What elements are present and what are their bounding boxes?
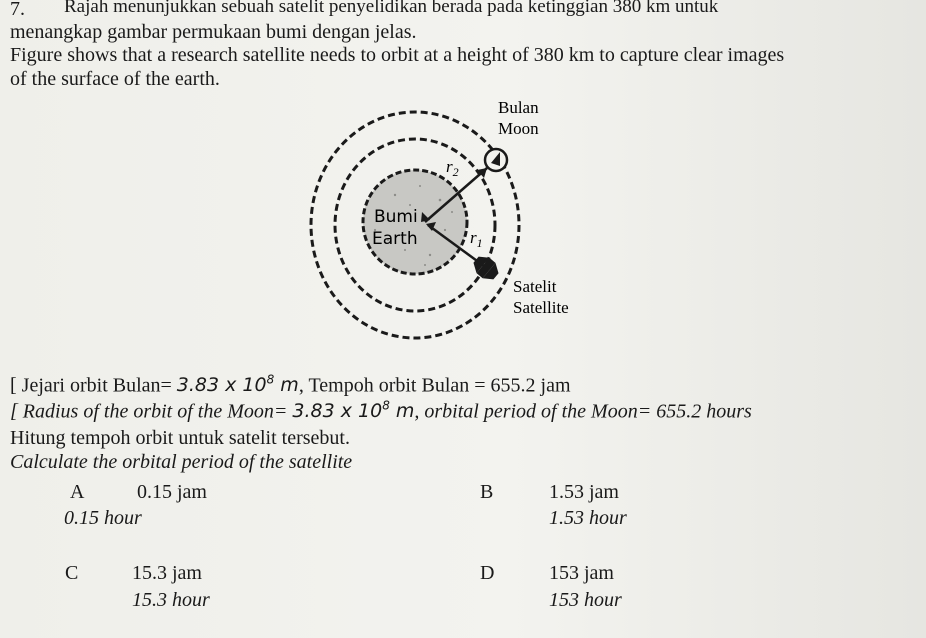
option-b-english[interactable]: 1.53 hour [549, 507, 627, 529]
option-c-malay[interactable]: 15.3 jam [132, 562, 202, 584]
r2-label: $r_2$ [446, 157, 459, 179]
moon-label-english: Moon [498, 119, 539, 138]
intro-english-line1: Figure shows that a research satellite needs to orbit at a height of 380 km to capture clear images [10, 44, 785, 66]
r1-label: $r_1$ [470, 228, 483, 250]
prompt-english: Calculate the orbital period of the satellite [10, 451, 353, 473]
question-number: 7. [10, 0, 25, 20]
option-c-letter[interactable]: C [65, 562, 79, 584]
given-malay: [ Jejari orbit Bulan= 3.83 x $10^8$ m, Tempoh orbit Bulan = 655.2 jam [10, 373, 571, 397]
prompt-malay: Hitung tempoh orbit untuk satelit tersebut. [10, 427, 350, 449]
satellite-icon [470, 252, 503, 284]
option-c-english[interactable]: 15.3 hour [132, 589, 210, 611]
option-b-letter[interactable]: B [480, 481, 494, 503]
earth-label-malay: Bumi [374, 207, 418, 227]
earth-label-english: Earth [372, 229, 418, 249]
satellite-label-malay: Satelit [513, 277, 557, 296]
option-d-letter[interactable]: D [480, 562, 495, 584]
option-d-english[interactable]: 153 hour [549, 589, 622, 611]
option-a-english[interactable]: 0.15 hour [64, 507, 142, 529]
moon-label-malay: Bulan [498, 98, 539, 117]
given-english: [ Radius of the orbit of the Moon= 3.83 x $10^8$ m, orbital period of the Moon= 655.2 hours [10, 399, 752, 423]
intro-english-line2: of the surface of the earth. [10, 68, 220, 90]
option-d-malay[interactable]: 153 jam [549, 562, 614, 584]
option-b-malay[interactable]: 1.53 jam [549, 481, 619, 503]
intro-malay-line1: Rajah menunjukkan sebuah satelit penyelidikan berada pada ketinggian 380 km untuk [64, 0, 719, 17]
option-a-malay[interactable]: 0.15 jam [137, 481, 207, 503]
intro-malay-line2: menangkap gambar permukaan bumi dengan jelas. [10, 21, 417, 43]
satellite-label-english: Satellite [513, 298, 569, 317]
option-a-letter[interactable]: A [70, 481, 85, 503]
